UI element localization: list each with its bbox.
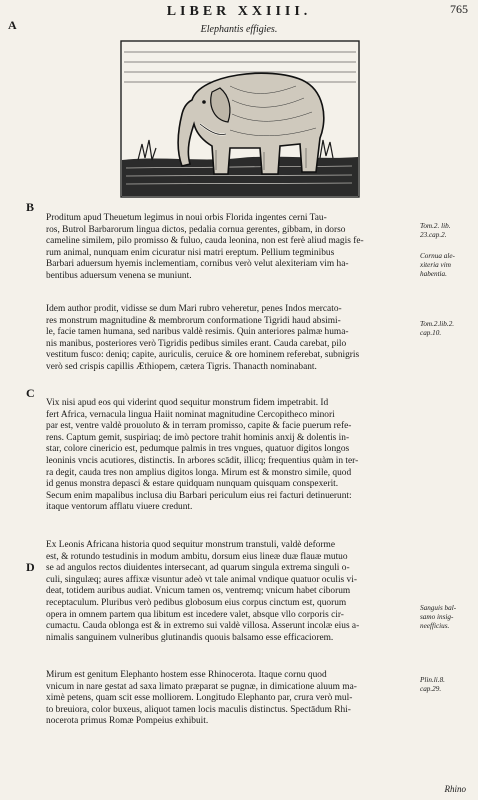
text-line: Secum enim mapalibus inclusa diu Barbari periculum eius rei facturi detinuerunt:	[46, 490, 352, 501]
paragraph-5	[46, 670, 410, 728]
text-line: Vix nisi apud eos qui viderint quod sequitur monstrum fidem impetrabit. Id	[46, 398, 329, 408]
text-line: Mirum est genitum Elephanto hostem esse Rhinocerota. Itaque cornu quod	[46, 670, 327, 680]
text-line: res monstrum magnitudine & membrorum conformatione Tigridi haud absimi-	[46, 315, 341, 326]
paragraph-3	[46, 398, 410, 514]
text-line: opera in omnem partem qua libitum est incedere valet, absque vllo corporis cir-	[46, 609, 344, 620]
illustration-caption: Elephantis effigies.	[200, 24, 278, 35]
text-line: itaque ventorum afflatu viuere credunt.	[46, 502, 193, 513]
margin-note-reference: Tom.2. lib. 23.cap.2.	[420, 222, 451, 239]
text-line: par est, ventre valdè prouoluto & in terram promisso, capite & facie puerum refe-	[46, 421, 352, 432]
section-marker-c: C	[26, 386, 35, 400]
text-line: vnicum in nare gestat ad saxa limato præparat se pugnæ, in dimicatione aluum ma-	[46, 681, 357, 692]
text-line: deat, totidem auribus audiat. Vnicum tamen os, ventremq; vnicum habet ciborum	[46, 586, 351, 597]
text-line: Proditum apud Theuetum legimus in noui orbis Florida ingentes cerni Tau-	[46, 213, 327, 223]
text-line: receptaculum. Pluribus verò pedibus globosum eius corpus cinctum est, quorum	[46, 597, 347, 608]
text-line: Idem author prodit, vidisse se dum Mari rubro veheretur, penes Indos mercato-	[46, 304, 342, 314]
page-number: 765	[450, 2, 468, 16]
paragraph-2	[46, 304, 410, 374]
text-line: culi, singulæq; aures affixæ visuntur adeò vt tale animal vndique quatuor oculis vi-	[46, 574, 357, 585]
text-line: Barbari aduersum hyemis inclementiam, cornibus verò velut alexiteriam vim ha-	[46, 259, 349, 270]
paragraph-4	[46, 540, 410, 644]
margin-note-reference: Tom.2.lib.2. cap.10.	[420, 320, 455, 337]
text-line: fert Africa, vernacula lingua Haiit nominat magnitudine Cercopitheco minori	[46, 409, 335, 420]
text-line: ra degit, cauda tres non amplius digitos longa. Mirum est & monstro simile, quod	[46, 467, 352, 478]
text-line: Ex Leonis Africana historia quod sequitur monstrum transtuli, valdè deforme	[46, 540, 335, 550]
text-line: star, colore cinericio est, pedumque palmis in tres vngues, quatuor digitos longos	[46, 444, 350, 455]
paragraph-1	[46, 213, 410, 283]
text-line: ximè petens, quam scit esse molliorem. Longitudo Elephanto par, crura verò mul-	[46, 693, 353, 704]
section-marker-b: B	[26, 200, 35, 214]
text-line: vestitum fusco: deniq; capite, auriculis, ceruice & ore hominem referebat, subnigris	[46, 350, 360, 361]
text-line: se ad angulos rectos diuidentes intersecant, ad quarum singula extrema singuli o-	[46, 563, 350, 574]
text-line: rum animal, nunquam enim cicuratur nisi matri ereptum. Pellium tegminibus	[46, 247, 335, 258]
section-marker-d: D	[26, 560, 35, 574]
text-line: nocerota primus Romæ Pompeius exhibuit.	[46, 716, 209, 727]
elephant-woodcut-illustration	[120, 40, 360, 198]
text-line: nimalis sanguinem vulneribus glutinandis quouis balsamo esse efficaciorem.	[46, 632, 334, 643]
text-line: est, & rotundo testudinis in modum ambitu, dorsum eius lineæ duæ flauæ mutuo	[46, 551, 348, 562]
text-line: cameline similem, pilo promisso & fuluo, cauda leonina, non est ferè aliud magis fe-	[46, 236, 364, 247]
text-line: le, facie tamen humana, sed naribus valdè resimis. Quin anteriores palmæ huma-	[46, 327, 349, 338]
text-line: leoninis vncis acutiores, distinctis. In arbores scādit, illicq; frequentius quàm in ter-	[46, 455, 359, 466]
text-line: to breuiora, color buxeus, aliquot tamen locis maculis distinctus. Spectādum Rhi-	[46, 704, 351, 715]
text-line: nis manibus, posteriores verò Tigridis pedibus similes erant. Cauda carebat, pilo	[46, 338, 347, 349]
section-marker-a: A	[8, 18, 17, 32]
text-line: ros, Butrol Barbarorum lingua dictos, pedalia cornua gerentes, gibbam, in dorso	[46, 224, 346, 235]
running-head: LIBER XXIIII.	[166, 4, 312, 19]
text-line: bentibus aduersum venena se muniunt.	[46, 270, 192, 281]
margin-note-reference: Plin.li.8. cap.29.	[420, 676, 445, 693]
margin-note-gloss: Sanguis bal- samo insig- neefficius.	[420, 604, 457, 630]
margin-note-gloss: Cornua ale- xiteria vim habentia.	[420, 252, 455, 278]
text-line: rens. Captum gemit, suspiriaq; de imò pectore trahit hominis anxij & dolentis in-	[46, 432, 350, 443]
text-line: id genus monstra depasci & estare quidquam nunquam quisquam conspexerit.	[46, 479, 339, 490]
text-line: verò sed crispis capillis Æthiopem, cætera Tigris. Thanacth nominabant.	[46, 361, 317, 372]
catchword: Rhino	[444, 784, 466, 794]
text-line: cumactu. Cauda oblonga est & in extremo sui valdè villosa. Asserunt incolæ eius a-	[46, 621, 360, 632]
